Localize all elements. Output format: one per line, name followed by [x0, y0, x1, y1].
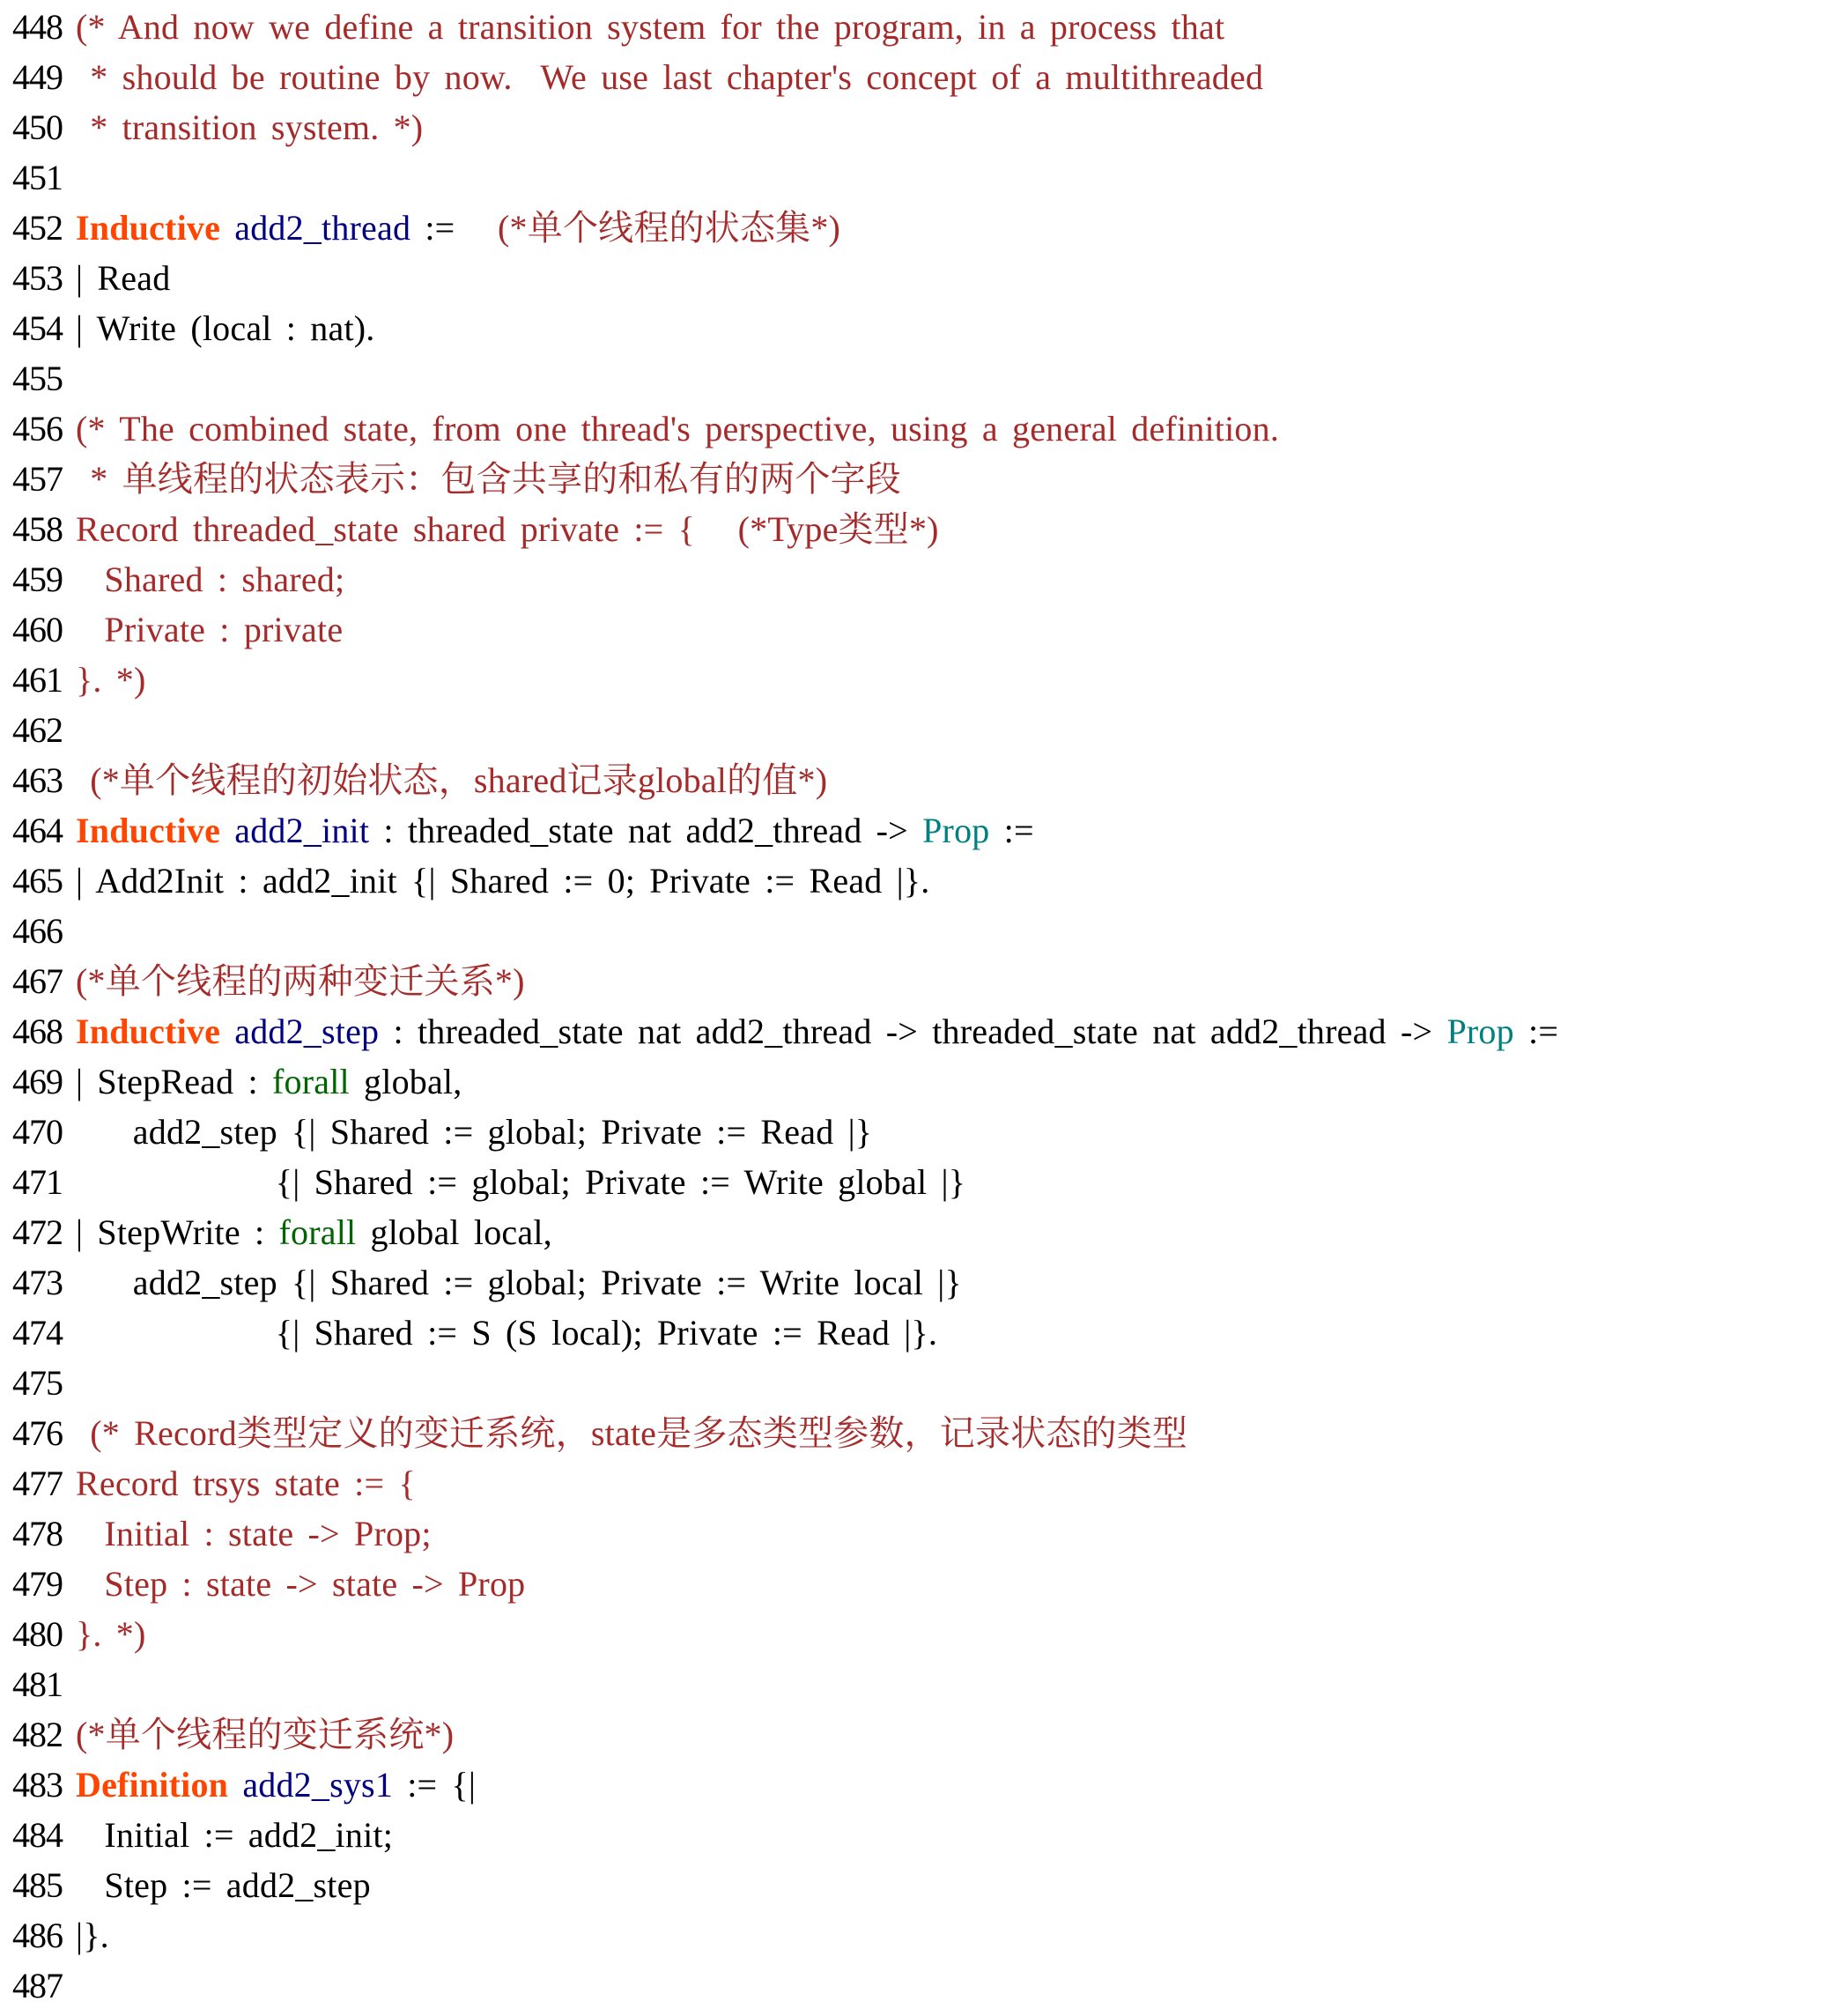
- line-number: 451: [12, 158, 63, 197]
- line-number: 479: [12, 1564, 63, 1604]
- code-line[interactable]: [0, 203, 1834, 253]
- forall-token: forall: [278, 1212, 357, 1252]
- code-line[interactable]: [0, 102, 1834, 152]
- line-code[interactable]: [76, 2, 1834, 52]
- code-line[interactable]: [0, 906, 1834, 956]
- line-code[interactable]: [76, 705, 1834, 755]
- code-token: [220, 811, 234, 850]
- line-number: 474: [12, 1313, 63, 1353]
- line-code[interactable]: [76, 554, 1834, 604]
- code-line[interactable]: [0, 1408, 1834, 1458]
- code-line[interactable]: [0, 454, 1834, 504]
- code-line[interactable]: [0, 655, 1834, 705]
- comment-token: Step : state -> state -> Prop: [76, 1564, 526, 1604]
- type-token: Prop: [922, 811, 990, 850]
- line-number: 475: [12, 1363, 63, 1403]
- line-code[interactable]: [76, 655, 1834, 705]
- line-number: 485: [12, 1865, 63, 1905]
- comment-token: Initial : state -> Prop;: [76, 1514, 432, 1553]
- code-token: | Write (local : nat).: [76, 308, 375, 348]
- code-token: :=: [989, 811, 1034, 850]
- comment-token: }. *): [76, 1614, 146, 1654]
- code-line[interactable]: [0, 705, 1834, 755]
- line-number: 464: [12, 811, 63, 850]
- comment-token: * 单线程的状态表示：包含共享的和私有的两个字段: [76, 459, 901, 499]
- code-token: | StepWrite :: [76, 1212, 279, 1252]
- comment-token: Private : private: [76, 610, 344, 649]
- line-number: 480: [12, 1614, 63, 1654]
- code-line[interactable]: [0, 956, 1834, 1006]
- code-line[interactable]: [0, 404, 1834, 454]
- line-number: 448: [12, 7, 63, 47]
- code-line[interactable]: [0, 1659, 1834, 1709]
- line-number: 461: [12, 660, 63, 700]
- comment-token: (* Record类型定义的变迁系统，state是多态类型参数，记录状态的类型: [76, 1413, 1188, 1453]
- line-number: 471: [12, 1162, 63, 1202]
- code-token: global local,: [356, 1212, 552, 1252]
- line-code[interactable]: [76, 1458, 1834, 1508]
- code-token: :=: [410, 208, 499, 248]
- line-code[interactable]: [76, 1107, 1834, 1157]
- code-token: Initial := add2_init;: [76, 1815, 394, 1855]
- line-number: 454: [12, 308, 63, 348]
- line-number: 487: [12, 1966, 63, 2005]
- code-line[interactable]: [0, 554, 1834, 604]
- line-number: 466: [12, 911, 63, 951]
- comment-token: Shared : shared;: [76, 560, 345, 599]
- code-token: global,: [349, 1062, 462, 1101]
- comment-token: (*单个线程的状态集*): [498, 208, 841, 248]
- line-code[interactable]: [76, 353, 1834, 404]
- line-code[interactable]: [76, 906, 1834, 956]
- code-line[interactable]: [0, 504, 1834, 554]
- keyword-token: Inductive: [76, 208, 221, 248]
- code-line[interactable]: [0, 152, 1834, 203]
- code-token: | Read: [76, 258, 171, 298]
- line-code[interactable]: [76, 1910, 1834, 1960]
- line-code[interactable]: [76, 52, 1834, 102]
- code-token: : threaded_state nat add2_thread -> threaded_state nat add2_thread ->: [379, 1012, 1447, 1051]
- line-code[interactable]: [76, 1860, 1834, 1910]
- code-line[interactable]: [0, 52, 1834, 102]
- code-line[interactable]: [0, 1910, 1834, 1960]
- code-line[interactable]: [0, 353, 1834, 404]
- code-line[interactable]: [0, 253, 1834, 303]
- code-line[interactable]: [0, 1559, 1834, 1609]
- line-number: 460: [12, 610, 63, 649]
- line-number: 476: [12, 1413, 63, 1453]
- code-line[interactable]: [0, 1358, 1834, 1408]
- code-token: [220, 1012, 234, 1051]
- code-token: add2_step {| Shared := global; Private := Write local |}: [76, 1263, 962, 1302]
- line-code[interactable]: [76, 454, 1834, 504]
- code-line[interactable]: [0, 856, 1834, 906]
- comment-token: (*单个线程的初始状态，shared记录global的值*): [76, 760, 828, 800]
- identifier-token: add2_thread: [234, 208, 411, 248]
- line-code[interactable]: [76, 1659, 1834, 1709]
- keyword-token: Inductive: [76, 1012, 221, 1051]
- code-line[interactable]: [0, 1609, 1834, 1659]
- comment-token: (*单个线程的变迁系统*): [76, 1715, 455, 1754]
- line-code[interactable]: [76, 1609, 1834, 1659]
- comment-token: Record threaded_state shared private := { (*Type类型*): [76, 509, 939, 549]
- line-code[interactable]: [76, 1157, 1834, 1207]
- comment-token: (*单个线程的两种变迁关系*): [76, 961, 525, 1001]
- code-line[interactable]: [0, 1308, 1834, 1358]
- line-code[interactable]: [76, 1709, 1834, 1760]
- line-code[interactable]: [76, 856, 1834, 906]
- line-code[interactable]: [76, 1508, 1834, 1559]
- line-code[interactable]: [76, 1408, 1834, 1458]
- comment-token: }. *): [76, 660, 146, 700]
- line-code[interactable]: [76, 1308, 1834, 1358]
- line-code[interactable]: [76, 303, 1834, 353]
- code-token: | Add2Init : add2_init {| Shared := 0; Private := Read |}.: [76, 861, 930, 901]
- line-code[interactable]: [76, 1056, 1834, 1107]
- comment-token: * transition system. *): [76, 107, 424, 147]
- code-line[interactable]: [0, 1006, 1834, 1056]
- code-line[interactable]: [0, 604, 1834, 655]
- line-number: 449: [12, 57, 63, 97]
- line-number: 467: [12, 961, 63, 1001]
- code-line[interactable]: [0, 755, 1834, 805]
- line-code[interactable]: [76, 1207, 1834, 1257]
- code-line[interactable]: [0, 1207, 1834, 1257]
- identifier-token: add2_init: [234, 811, 370, 850]
- code-token: {| Shared := global; Private := Write global |}: [76, 1162, 966, 1202]
- line-number: 478: [12, 1514, 63, 1553]
- keyword-token: Definition: [76, 1765, 229, 1805]
- line-number: 457: [12, 459, 63, 499]
- code-line[interactable]: [0, 1860, 1834, 1910]
- line-number: 459: [12, 560, 63, 599]
- code-token: := {|: [393, 1765, 477, 1805]
- line-code[interactable]: [76, 152, 1834, 203]
- code-token: : threaded_state nat add2_thread ->: [369, 811, 923, 850]
- line-number: 468: [12, 1012, 63, 1051]
- line-code[interactable]: [76, 404, 1834, 454]
- keyword-token: Inductive: [76, 811, 221, 850]
- line-code[interactable]: [76, 253, 1834, 303]
- identifier-token: add2_step: [234, 1012, 380, 1051]
- line-code[interactable]: [76, 956, 1834, 1006]
- line-number: 486: [12, 1916, 63, 1955]
- line-code[interactable]: [76, 755, 1834, 805]
- line-code[interactable]: [76, 1006, 1834, 1056]
- code-line[interactable]: [0, 1960, 1834, 2011]
- code-line[interactable]: [0, 1107, 1834, 1157]
- code-line[interactable]: [0, 303, 1834, 353]
- code-token: | StepRead :: [76, 1062, 273, 1101]
- line-number: 472: [12, 1212, 63, 1252]
- code-line[interactable]: [0, 805, 1834, 856]
- line-number: 455: [12, 359, 63, 398]
- line-number: 481: [12, 1664, 63, 1704]
- line-number: 482: [12, 1715, 63, 1754]
- code-line[interactable]: [0, 1709, 1834, 1760]
- line-number: 483: [12, 1765, 63, 1805]
- type-token: Prop: [1446, 1012, 1514, 1051]
- code-line[interactable]: [0, 1760, 1834, 1810]
- line-code[interactable]: [76, 1358, 1834, 1408]
- line-code[interactable]: [76, 102, 1834, 152]
- line-code[interactable]: [76, 504, 1834, 554]
- line-code[interactable]: [76, 604, 1834, 655]
- code-line[interactable]: [0, 1056, 1834, 1107]
- line-code[interactable]: [76, 805, 1834, 856]
- line-number: 463: [12, 760, 63, 800]
- line-number: 477: [12, 1464, 63, 1503]
- line-number: 470: [12, 1112, 63, 1152]
- line-number: 462: [12, 710, 63, 750]
- line-number: 452: [12, 208, 63, 248]
- line-code[interactable]: [76, 1257, 1834, 1308]
- line-number: 450: [12, 107, 63, 147]
- code-line[interactable]: [0, 1157, 1834, 1207]
- code-token: [228, 1765, 242, 1805]
- code-token: [220, 208, 234, 248]
- line-number: 484: [12, 1815, 63, 1855]
- code-line[interactable]: [0, 1458, 1834, 1508]
- line-number: 453: [12, 258, 63, 298]
- code-token: :=: [1513, 1012, 1559, 1051]
- comment-token: (* And now we define a transition system for the program, in a process that: [76, 7, 1225, 47]
- line-number: 469: [12, 1062, 63, 1101]
- comment-token: Record trsys state := {: [76, 1464, 416, 1503]
- line-code[interactable]: [76, 1559, 1834, 1609]
- line-number: 456: [12, 409, 63, 448]
- code-token: {| Shared := S (S local); Private := Read |}.: [76, 1313, 938, 1353]
- code-line[interactable]: [0, 2, 1834, 52]
- identifier-token: add2_sys1: [242, 1765, 394, 1805]
- comment-token: (* The combined state, from one thread's perspective, using a general definition.: [76, 409, 1280, 448]
- line-code[interactable]: [76, 1760, 1834, 1810]
- code-token: add2_step {| Shared := global; Private := Read |}: [76, 1112, 873, 1152]
- line-number: 458: [12, 509, 63, 549]
- code-line[interactable]: [0, 1508, 1834, 1559]
- code-line[interactable]: [0, 1257, 1834, 1308]
- forall-token: forall: [272, 1062, 350, 1101]
- code-line[interactable]: [0, 1810, 1834, 1860]
- line-code[interactable]: [76, 203, 1834, 253]
- line-code[interactable]: [76, 1960, 1834, 2011]
- line-number: 465: [12, 861, 63, 901]
- comment-token: * should be routine by now. We use last chapter's concept of a multithreaded: [76, 57, 1264, 97]
- code-token: |}.: [76, 1916, 109, 1955]
- code-token: Step := add2_step: [76, 1865, 371, 1905]
- line-code[interactable]: [76, 1810, 1834, 1860]
- line-number: 473: [12, 1263, 63, 1302]
